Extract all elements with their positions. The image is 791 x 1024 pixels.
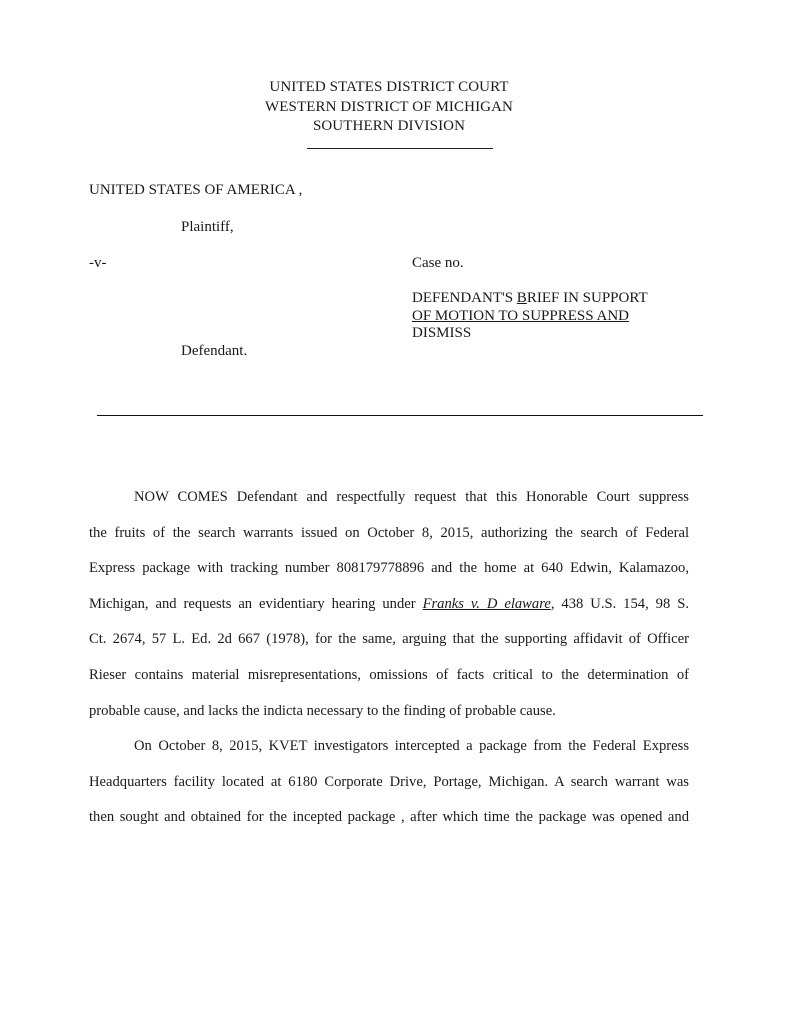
case-number-label: Case no. (412, 255, 464, 271)
body-line: Headquarters facility located at 6180 Corporate Drive, Portage, Michigan. A search warrant was (89, 773, 689, 790)
body-line: Ct. 2674, 57 L. Ed. 2d 667 (1978), for the same, arguing that the supporting affidavit of Officer (89, 631, 689, 648)
brief-title-line-1 (412, 290, 702, 308)
court-header (0, 78, 778, 137)
defendant-label: Defendant. (181, 343, 248, 359)
division-name: SOUTHERN DIVISION (312, 118, 466, 134)
case-citation: Franks v. D elaware (422, 595, 551, 612)
body-line: On October 8, 2015, KVET investigators intercepted a package from the Federal Express (134, 738, 689, 755)
district-name: WESTERN DISTRICT OF MICHIGAN (265, 98, 513, 115)
body-line: Express package with tracking number 808179778896 and the home at 640 Edwin, Kalamazoo, (89, 560, 689, 577)
caption-divider (97, 415, 703, 416)
body-line: probable cause, and lacks the indicta necessary to the finding of probable cause. (89, 702, 556, 719)
brief-title-text: RIEF IN SUPPORT (526, 290, 648, 306)
court-name: UNITED STATES DISTRICT COURT (269, 79, 509, 95)
body-line: the fruits of the search warrants issued on October 8, 2015, authorizing the search of Federal (89, 524, 689, 541)
header-divider (307, 148, 493, 149)
brief-title-underlined-letter: B (516, 290, 527, 306)
versus-label: -v- (89, 255, 107, 271)
plaintiff-label: Plaintiff, (181, 219, 234, 235)
body-line: NOW COMES Defendant and respectfully request that this Honorable Court suppress (134, 489, 689, 505)
body-text: Michigan, and requests an evidentiary hearing under (89, 595, 423, 612)
brief-body (89, 485, 689, 841)
body-line (89, 592, 689, 628)
brief-title-line-2: OF MOTION TO SUPPRESS AND (412, 307, 630, 324)
brief-title-line-3: DISMISS (412, 325, 472, 341)
body-text: , 438 U.S. 154, 98 S. (550, 595, 689, 612)
body-line: Rieser contains material misrepresentations, omissions of facts critical to the determination of (89, 666, 689, 683)
brief-title (412, 290, 702, 343)
brief-title-text: DEFENDANT'S (412, 290, 517, 306)
paragraph-2 (89, 734, 689, 841)
body-line: then sought and obtained for the incepted package , after which time the package was opened and (89, 809, 689, 826)
plaintiff-party: UNITED STATES OF AMERICA , (89, 182, 303, 198)
paragraph-1 (89, 485, 689, 734)
